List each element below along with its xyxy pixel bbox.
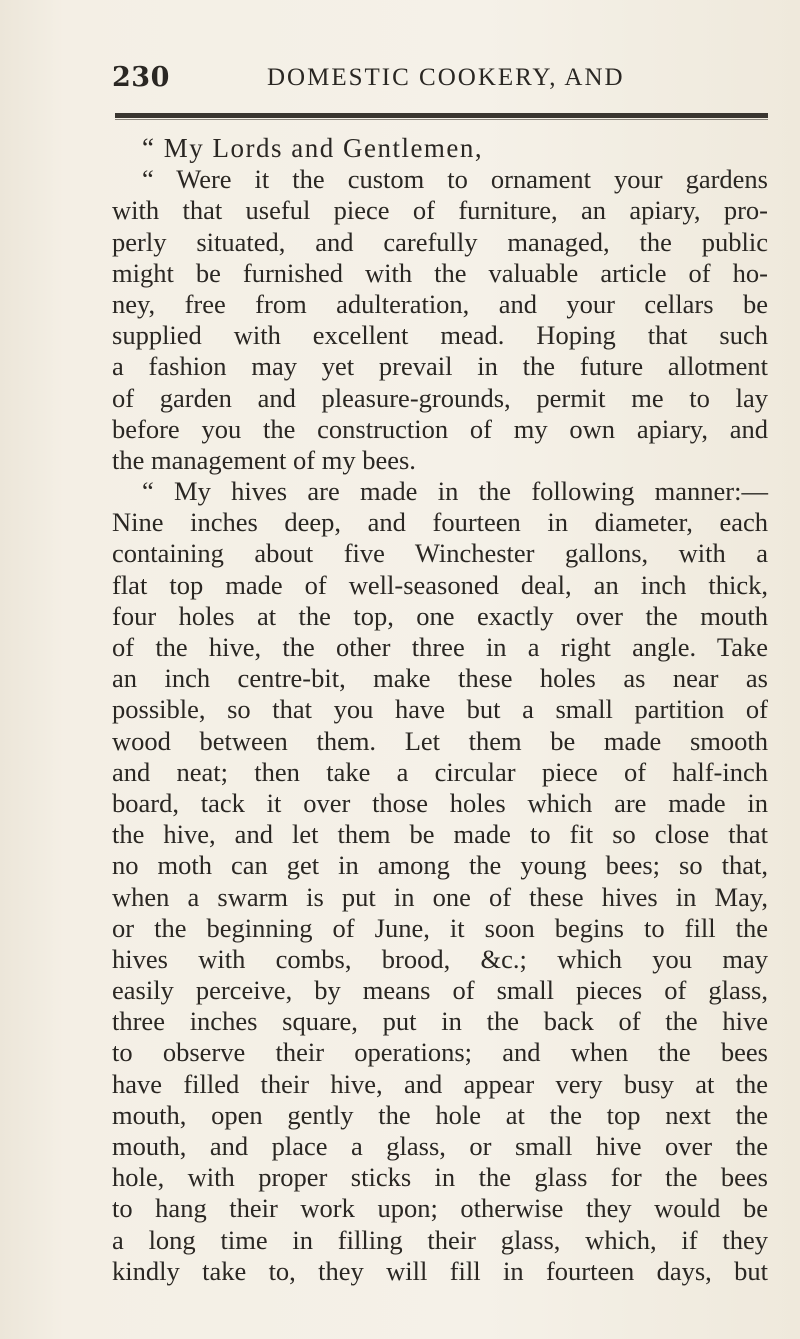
text-line: might be furnished with the valuable article of ho-: [112, 257, 768, 288]
text-line: the hive, and let them be made to fit so close that: [112, 819, 768, 850]
text-line: hole, with proper sticks in the glass for the bees: [112, 1162, 768, 1193]
text-line: have filled their hive, and appear very busy at the: [112, 1068, 768, 1099]
text-line: Nine inches deep, and fourteen in diameter, each: [112, 507, 768, 538]
header-rule: [115, 113, 768, 118]
text-line: board, tack it over those holes which are made in: [112, 787, 768, 818]
text-line: the management of my bees.: [112, 444, 416, 475]
text-line: a long time in filling their glass, which, if they: [112, 1224, 768, 1255]
salutation: “ My Lords and Gentlemen,: [142, 133, 484, 163]
running-head: DOMESTIC COOKERY, AND: [267, 64, 625, 91]
text-line: wood between them. Let them be made smooth: [112, 725, 768, 756]
text-line: supplied with excellent mead. Hoping that such: [112, 320, 768, 351]
text-line: no moth can get in among the young bees; so that,: [112, 850, 768, 881]
page-number: 230: [112, 62, 170, 93]
text-line: perly situated, and carefully managed, the public: [112, 226, 768, 257]
text-line: hives with combs, brood, &c.; which you may: [112, 943, 768, 974]
text-line: kindly take to, they will fill in fourteen days, but: [112, 1255, 768, 1286]
text-line: possible, so that you have but a small partition of: [112, 694, 768, 725]
text-line: a fashion may yet prevail in the future allotment: [112, 351, 768, 382]
text-line: three inches square, put in the back of the hive: [112, 1006, 768, 1037]
text-line: when a swarm is put in one of these hives in May,: [112, 881, 768, 912]
header-rule-thin: [115, 119, 768, 120]
text-line: four holes at the top, one exactly over the mouth: [112, 600, 768, 631]
text-line: mouth, and place a glass, or small hive over the: [112, 1131, 768, 1161]
text-line: before you the construction of my own apiary, and: [112, 413, 768, 444]
body-text: [112, 133, 768, 1287]
text-line: and neat; then take a circular piece of half-inch: [112, 756, 768, 787]
text-line: “ My hives are made in the following manner:—: [142, 476, 768, 507]
text-line: or the beginning of June, it soon begins to fill the: [112, 912, 768, 943]
text-line: containing about five Winchester gallons, with a: [112, 538, 768, 569]
text-line: flat top made of well-seasoned deal, an inch thick,: [112, 569, 768, 600]
text-line: to observe their operations; and when the bees: [112, 1037, 768, 1068]
text-line: to hang their work upon; otherwise they would be: [112, 1193, 768, 1224]
text-line: of garden and pleasure-grounds, permit me to lay: [112, 382, 768, 413]
text-line: mouth, open gently the hole at the top next the: [112, 1099, 768, 1130]
text-line: with that useful piece of furniture, an apiary, pro-: [112, 195, 768, 226]
text-line: “ Were it the custom to ornament your gardens: [142, 164, 768, 195]
text-line: of the hive, the other three in a right angle. Take: [112, 632, 768, 662]
text-line: an inch centre-bit, make these holes as near as: [112, 663, 768, 694]
page-header: [112, 62, 770, 96]
text-line: ney, free from adulteration, and your cellars be: [112, 288, 768, 319]
text-line: easily perceive, by means of small pieces of glass,: [112, 975, 768, 1006]
